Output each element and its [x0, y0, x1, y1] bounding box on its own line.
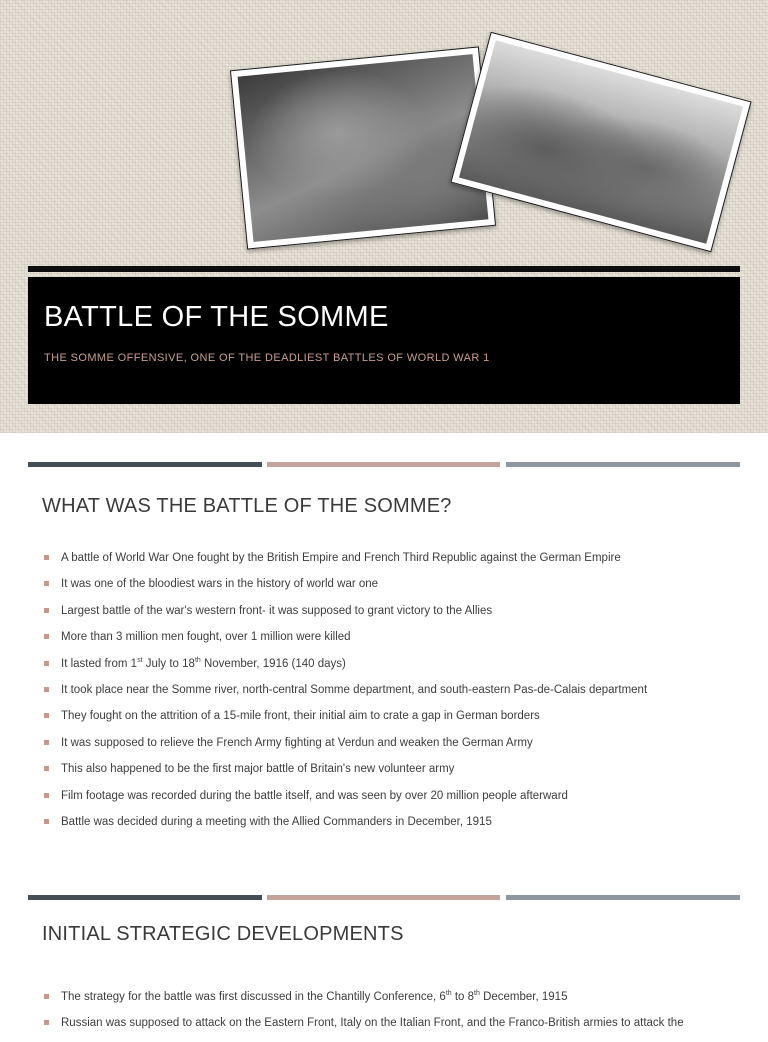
list-item-text: They fought on the attrition of a 15-mile front, their initial aim to crate a gap in German borders — [61, 710, 540, 723]
list-item-text: Russian was supposed to attack on the Eastern Front, Italy on the Italian Front, and the Franco-British armies to attack the — [61, 1017, 684, 1030]
bullet-marker — [44, 608, 49, 613]
accent-bar-grey — [506, 462, 740, 467]
list-item — [44, 656, 744, 682]
section-title: WHAT WAS THE BATTLE OF THE SOMME? — [42, 495, 452, 517]
bullet-marker — [44, 713, 49, 718]
soldiers-advancing-image — [459, 40, 743, 243]
accent-bar-grey — [506, 895, 740, 900]
list-item-text: The strategy for the battle was first discussed in the Chantilly Conference, 6th to 8th December, 1915 — [61, 990, 568, 1003]
accent-bar-rose — [267, 462, 500, 467]
bullet-marker — [44, 793, 49, 798]
bullet-marker — [44, 661, 49, 666]
list-item-text: It was supposed to relieve the French Army fighting at Verdun and weaken the German Army — [61, 736, 533, 749]
list-item — [44, 708, 744, 734]
list-item-text: Film footage was recorded during the battle itself, and was seen by over 20 million people afterward — [61, 789, 568, 802]
bullet-marker — [44, 994, 49, 999]
bullet-marker — [44, 634, 49, 639]
slide-title: BATTLE OF THE SOMME — [44, 301, 389, 333]
accent-bar-dark — [28, 462, 262, 467]
list-item — [44, 788, 744, 814]
list-item — [44, 989, 744, 1015]
slide-subtitle: THE SOMME OFFENSIVE, ONE OF THE DEADLIEST BATTLES OF WORLD WAR 1 — [44, 352, 490, 364]
bullet-marker — [44, 555, 49, 560]
list-item-text: A battle of World War One fought by the British Empire and French Third Republic against the German Empire — [61, 552, 621, 564]
bullet-marker — [44, 766, 49, 771]
list-item-text: It was one of the bloodiest wars in the history of world war one — [61, 578, 379, 591]
list-item — [44, 735, 744, 761]
list-item-text: This also happened to be the first major battle of Britain's new volunteer army — [61, 763, 455, 776]
bullet-marker — [44, 1020, 49, 1025]
list-item — [44, 1015, 744, 1041]
bullet-marker — [44, 687, 49, 692]
trench-soldiers-image — [238, 54, 489, 242]
list-item-text: Battle was decided during a meeting with the Allied Commanders in December, 1915 — [61, 815, 492, 828]
title-band — [28, 277, 740, 404]
list-item — [44, 814, 744, 840]
trench-soldiers-photo — [230, 46, 496, 249]
accent-bar-dark — [28, 895, 262, 900]
accent-bar-rose — [267, 895, 500, 900]
list-item-text: More than 3 million men fought, over 1 million were killed — [61, 631, 351, 644]
bullet-marker — [44, 581, 49, 586]
list-item — [44, 550, 744, 576]
title-rule — [28, 266, 740, 272]
list-item-text: It lasted from 1st July to 18th November, 1916 (140 days) — [61, 656, 346, 670]
list-item — [44, 576, 744, 602]
title-slide — [0, 0, 768, 433]
list-item — [44, 761, 744, 787]
list-item — [44, 682, 744, 708]
section-title: INITIAL STRATEGIC DEVELOPMENTS — [42, 923, 404, 945]
list-item — [44, 603, 744, 629]
list-item-text: It took place near the Somme river, north-central Somme department, and south-eastern Pas-de-Calais department — [61, 683, 648, 696]
bullet-list — [44, 550, 744, 840]
bullet-marker — [44, 740, 49, 745]
bullet-list — [44, 989, 744, 1042]
soldiers-advancing-photo — [450, 32, 751, 253]
list-item — [44, 629, 744, 655]
list-item-text: Largest battle of the war's western front- it was supposed to grant victory to the Allies — [61, 604, 493, 617]
bullet-marker — [44, 819, 49, 824]
